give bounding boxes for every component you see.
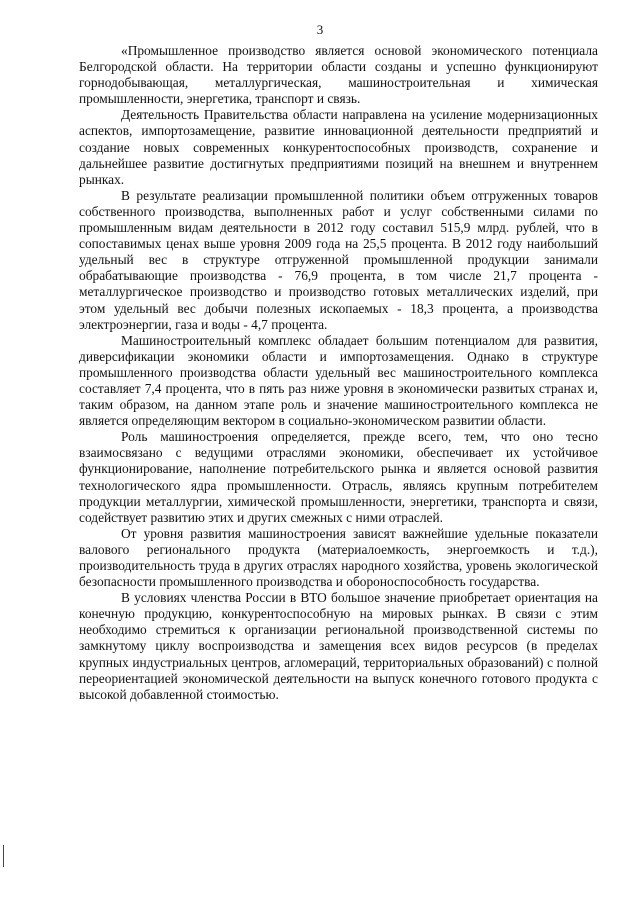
paragraph-wto-membership: В условиях членства России в ВТО большое значение приобретает ориентация на конечную продукцию, конкурентоспособную на мировых рынках. В связи с этим необходимо стремиться к организации региональной производственной системы по замкнутому циклу воспроизводства и замещения всех видов ресурсов (в пределах крупных индустриальных центров, агломераций, территориальных образований) с полной переориентацией экономической деятельности на выпуск конечного готового продукта с высокой добавленной стоимостью.	[79, 590, 598, 702]
paragraph-regional-indicators: От уровня развития машиностроения зависят важнейшие удельные показатели валового регионального продукта (материалоемкость, энергоемкость и т.д.), производительность труда в других отраслях народного хозяйства, уровень экологической безопасности промышленного производства и обороноспособность государства.	[79, 525, 598, 590]
page-number: 3	[316, 22, 324, 37]
document-body	[79, 43, 598, 703]
paragraph-industrial-base: «Промышленное производство является основой экономического потенциала Белгородской области. На территории области созданы и успешно функционируют горнодобывающая, металлургическая, машиностроительная и химическая промышленности, энергетика, транспорт и связь.	[79, 43, 598, 107]
paragraph-industrial-policy-results: В результате реализации промышленной политики объем отгруженных товаров собственного производства, выполненных работ и услуг собственными силами по промышленным видам деятельности в 2012 году составил 515,9 млрд. рублей, что в сопоставимых ценах выше уровня 2009 года на 25,5 процента. В 2012 году наибольший удельный вес в структуре отгруженной промышленной продукции занимали обрабатывающие производства - 76,9 процента, в том числе 21,7 процента - металлургическое производство и производство готовых металлических изделий, при этом удельный вес добычи полезных ископаемых - 18,3 процента, а производства электроэнергии, газа и воды - 4,7 процента.	[79, 187, 598, 332]
scan-edge-mark	[3, 845, 4, 867]
paragraph-role-of-machine-building: Роль машиностроения определяется, прежде всего, тем, что оно тесно взаимосвязано с ведущими отраслями экономики, обеспечивает их устойчивое функционирование, наполнение потребительского рынка и является основой развития технологического ядра промышленности. Отрасль, являясь крупным потребителем продукции металлургии, химической промышленности, энергетики, транспорта и связи, содействует развитию этих и других смежных с ними отраслей.	[79, 429, 598, 525]
paragraph-machine-building-complex: Машиностроительный комплекс обладает большим потенциалом для развития, диверсификации экономики области и импортозамещения. Однако в структуре промышленного производства области удельный вес машиностроительного комплекса составляет 7,4 процента, что в пять раз ниже уровня в экономически развитых странах и, таким образом, на данном этапе роль и значение машиностроительного комплекса не является определяющим вектором в социально-экономическом развитии области.	[79, 332, 598, 429]
paragraph-government-activity: Деятельность Правительства области направлена на усиление модернизационных аспектов, импортозамещение, развитие инновационной деятельности предприятий и создание новых современных конкурентоспособных производств, сохранение и дальнейшее развитие достигнутых предприятиями позиций на внешнем и внутреннем рынках.	[79, 107, 598, 187]
